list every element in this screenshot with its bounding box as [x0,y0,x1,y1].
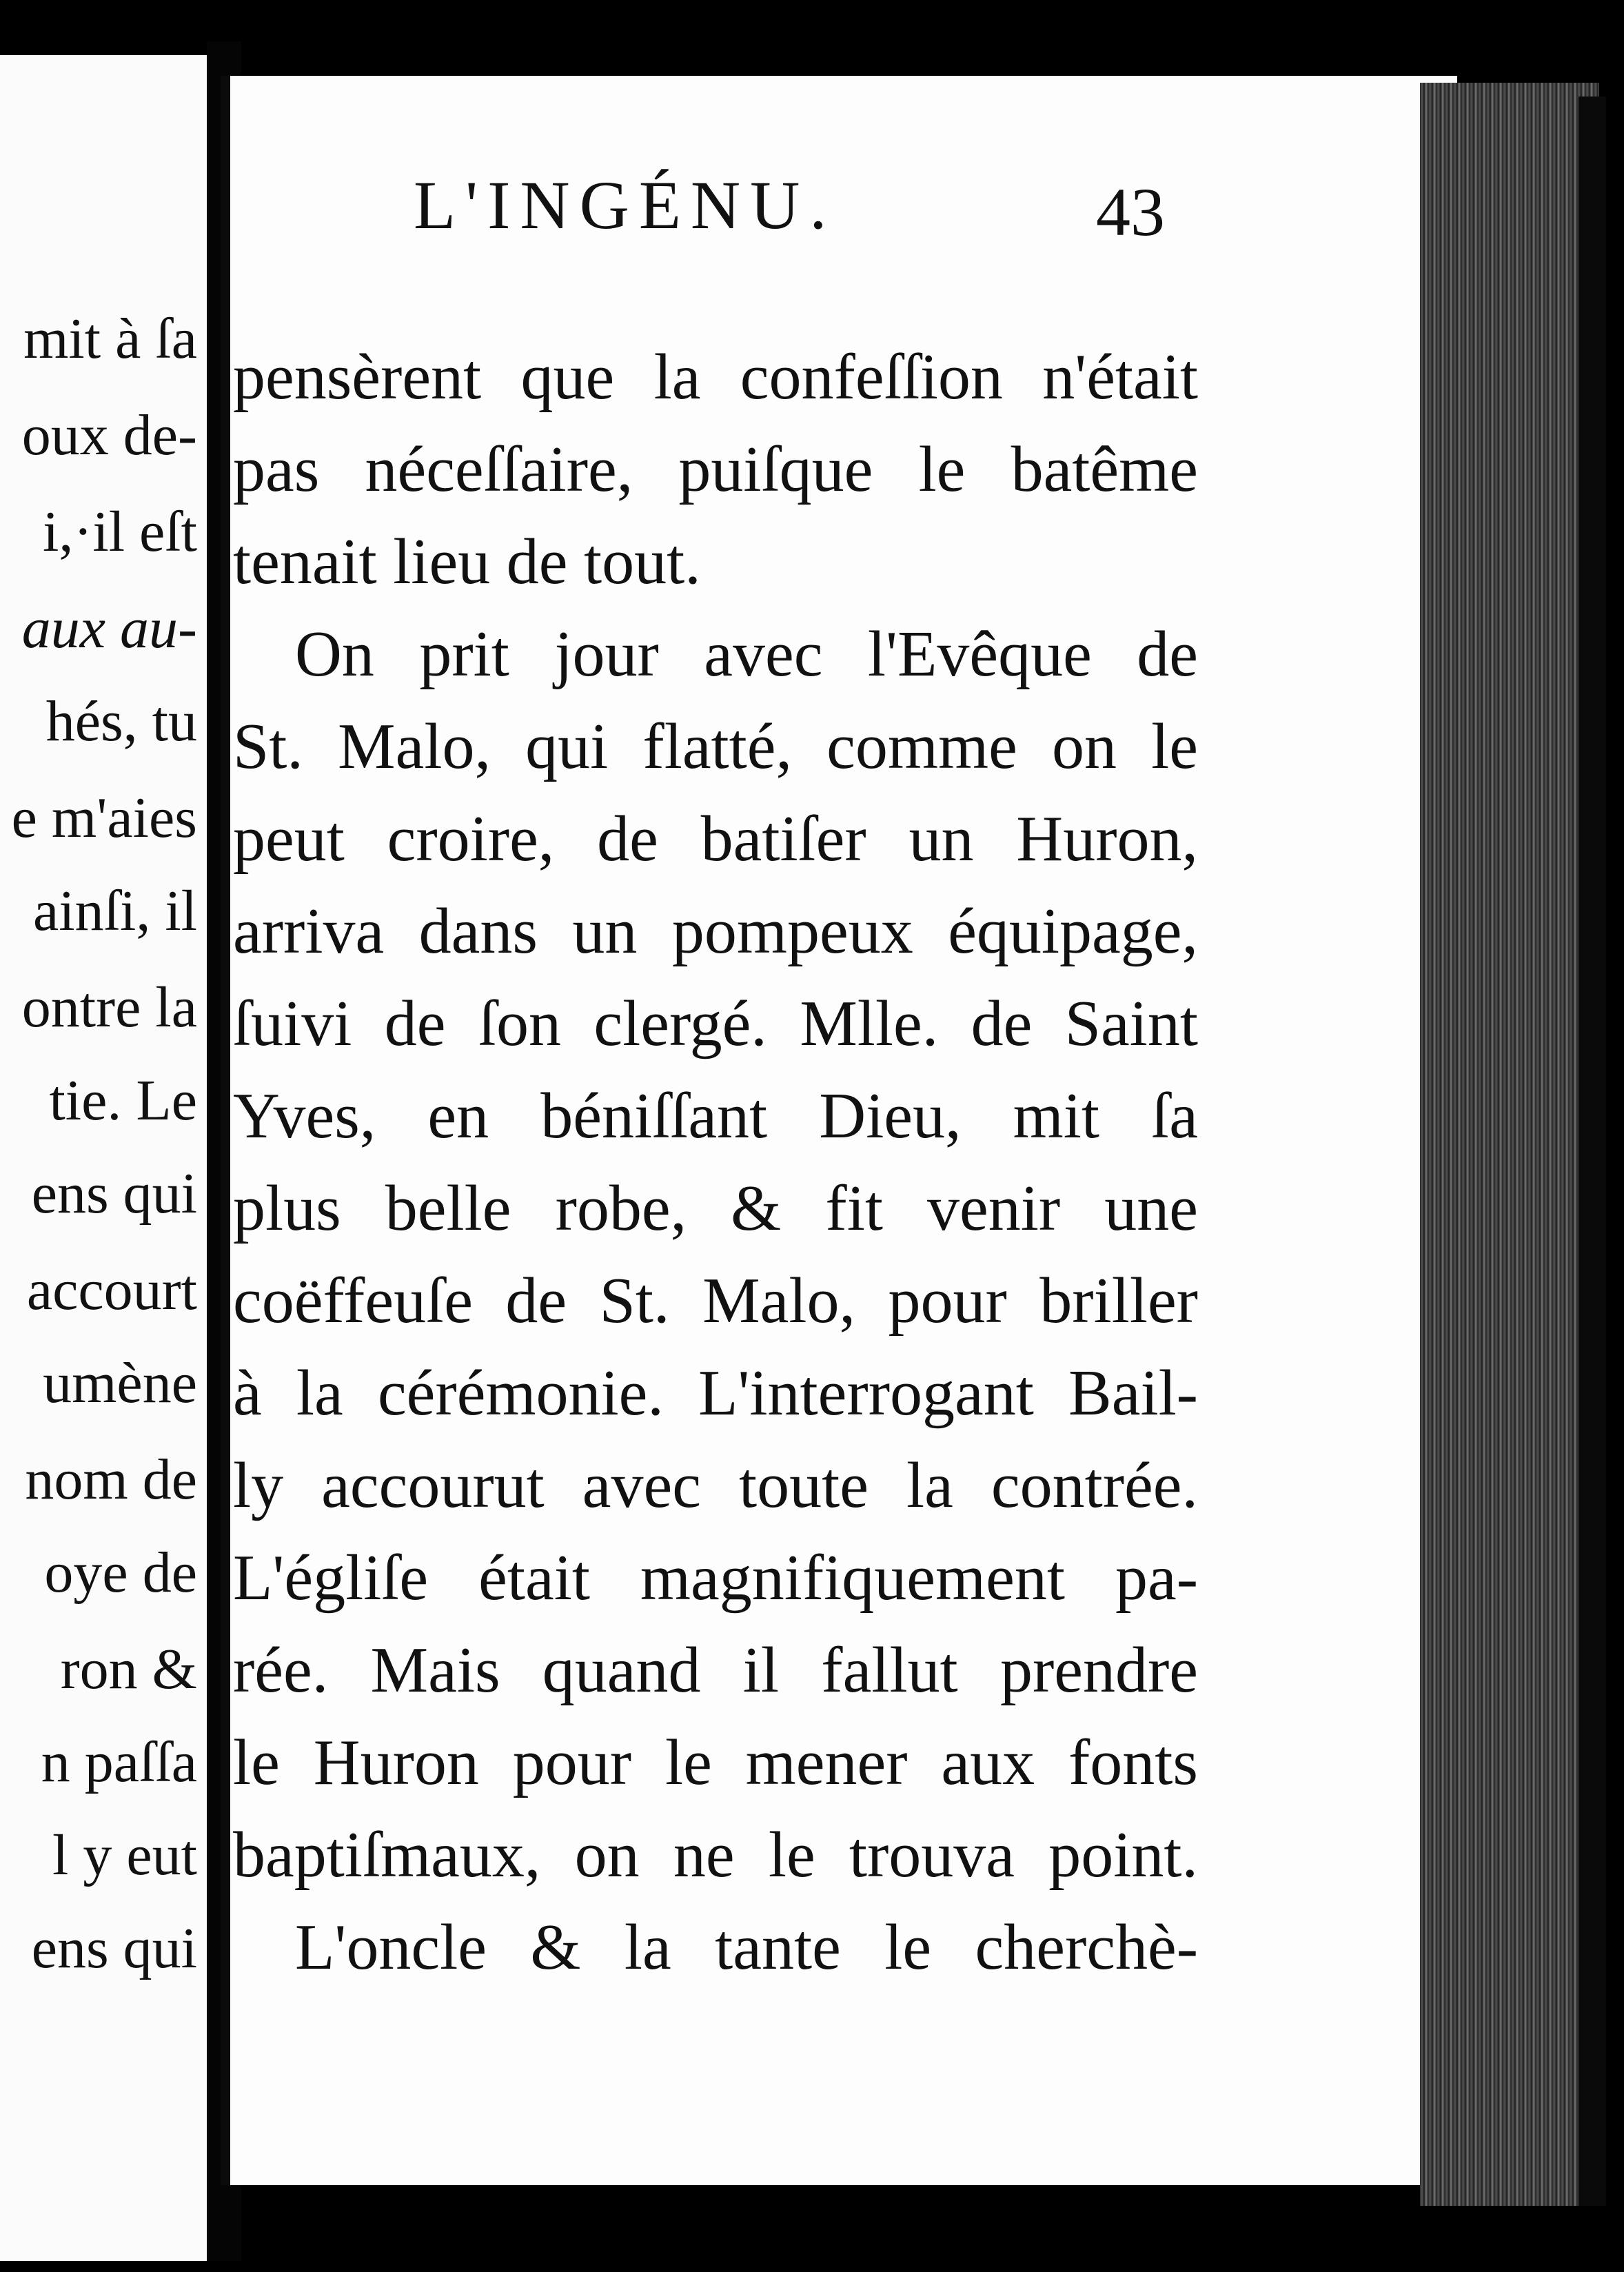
left-line: nom de [25,1448,197,1512]
page-edges [1420,83,1599,2206]
text-line: L'oncle & la tante le cherchè- [295,1911,1198,1983]
left-line: ens qui [31,1162,197,1226]
left-line: oux de- [21,403,197,467]
text-line: ſuivi de ſon clergé. Mlle. de Saint [233,988,1198,1059]
text-line: à la cérémonie. L'interrogant Bail- [233,1357,1198,1429]
left-line: ron & [60,1637,197,1701]
text-line: plus belle robe, & fit venir une [233,1173,1198,1244]
left-line: tie. Le [49,1068,197,1133]
left-line: oye de [44,1541,197,1605]
text-line: Yves, en béniſſant Dieu, mit ſa [233,1080,1198,1152]
text-line: pensèrent que la confeſſion n'était [233,341,1198,413]
text-line: St. Malo, qui flatté, comme on le [233,711,1198,782]
text-line: L'égliſe était magnifiquement pa- [233,1542,1198,1614]
left-line: e m'aies [11,786,197,850]
text-line: coëffeuſe de St. Malo, pour briller [233,1265,1198,1337]
text-line: ly accourut avec toute la contrée. [233,1450,1198,1521]
left-line: i,·il eſt [43,500,197,564]
text-line: rée. Mais quand il fallut prendre [233,1634,1198,1706]
book-edge-shadow [1579,97,1606,2206]
left-line: aux au- [21,596,197,660]
running-title: L'INGÉNU. [414,167,837,243]
running-head [207,165,1186,248]
left-line: accourt [26,1258,197,1322]
previous-page-fragment [0,55,207,2261]
left-line: hés, tu [45,689,197,753]
text-line: le Huron pour le mener aux fonts [233,1727,1198,1798]
left-line: mit à ſa [23,307,197,371]
text-line: peut croire, de batiſer un Huron, [233,803,1198,875]
left-line: n paſſa [41,1730,197,1794]
left-line: l y eut [52,1823,197,1887]
text-line: tenait lieu de tout. [233,526,701,598]
page-number: 43 [1096,174,1165,250]
left-line: ens qui [31,1916,197,1980]
text-line: arriva dans un pompeux équipage, [233,895,1198,967]
text-line: pas néceſſaire, puiſque le batême [233,434,1198,505]
left-line: ainſi, il [33,879,197,943]
text-line: On prit jour avec l'Evêque de [295,618,1198,690]
text-line: baptiſmaux, on ne le trouva point. [233,1819,1198,1891]
left-line: ontre la [21,975,197,1039]
left-line: umène [43,1351,197,1415]
